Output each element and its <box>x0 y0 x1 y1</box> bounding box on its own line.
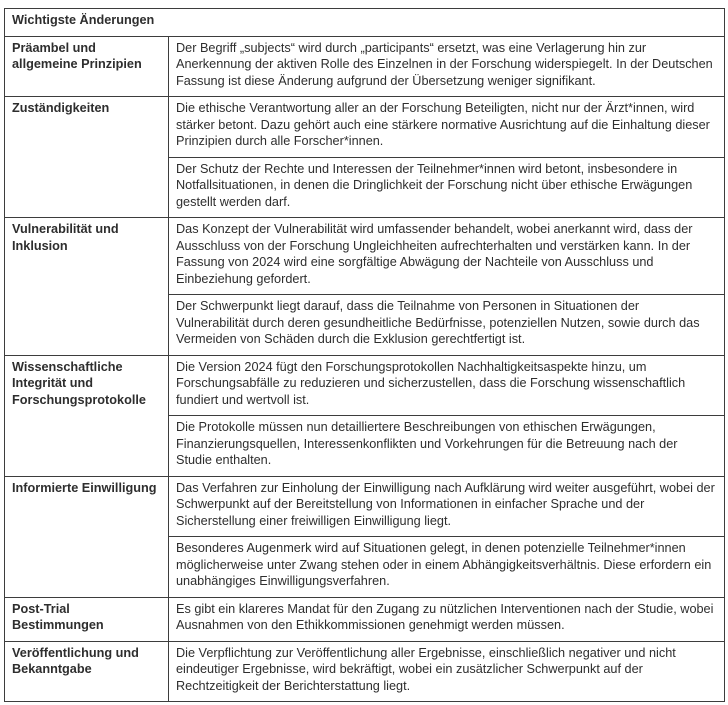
section-paragraph: Der Schwerpunkt liegt darauf, dass die Teilnahme von Personen in Situationen der Vulnerabilität durch deren gesundheitliche Bedürfnisse, potenziellen Nutzen, sowie durch das Vermeiden von Schäden durch die Exklusion gerechtfertigt ist. <box>169 295 725 356</box>
section-label-veroeffentlichung: Veröffentlichung und Bekanntgabe <box>5 641 169 702</box>
section-label-praeambel: Präambel und allgemeine Prinzipien <box>5 36 169 97</box>
section-paragraph: Der Begriff „subjects“ wird durch „participants“ ersetzt, was eine Verlagerung hin zur Anerkennung der aktiven Rolle des Einzelnen in der Forschung widerspiegelt. In der Deutschen Fassung ist diese Änderung aufgrund der Übersetzung weniger signifikant. <box>169 36 725 97</box>
section-label-vulnerabilitaet: Vulnerabilität und Inklusion <box>5 218 169 356</box>
section-label-post-trial: Post-Trial Bestimmungen <box>5 597 169 641</box>
section-paragraph: Die ethische Verantwortung aller an der Forschung Beteiligten, nicht nur der Ärzt*innen, wird stärker betont. Dazu gehört auch eine stärkere normative Ausrichtung auf die Einhaltung dieser Prinzipien durch alle Forscher*innen. <box>169 97 725 158</box>
table-row <box>5 97 725 158</box>
table-header-row <box>5 9 725 37</box>
table-row <box>5 641 725 702</box>
section-paragraph: Der Schutz der Rechte und Interessen der Teilnehmer*innen wird betont, insbesondere in Notfallsituationen, in denen die Dringlichkeit der Forschung nicht über ethische Erwägungen gestellt werden darf. <box>169 157 725 218</box>
section-paragraph: Das Verfahren zur Einholung der Einwilligung nach Aufklärung wird weiter ausgeführt, wobei der Schwerpunkt auf der Bereitstellung von Informationen in einfacher Sprache und der Sicherstellung einer freiwilligen Einwilligung liegt. <box>169 476 725 537</box>
table-title: Wichtigste Änderungen <box>5 9 725 37</box>
section-paragraph: Das Konzept der Vulnerabilität wird umfassender behandelt, wobei anerkannt wird, dass der Ausschluss von der Forschung Ungleichheiten aufrechterhalten und verstärken kann. In der Fassung von 2024 wird eine sorgfältige Abwägung der Nachteile von Ausschluss und Einbeziehung gefordert. <box>169 218 725 295</box>
section-paragraph: Es gibt ein klareres Mandat für den Zugang zu nützlichen Interventionen nach der Studie, wobei Ausnahmen von den Ethikkommissionen genehmigt werden müssen. <box>169 597 725 641</box>
section-paragraph: Die Verpflichtung zur Veröffentlichung aller Ergebnisse, einschließlich negativer und nicht eindeutiger Ergebnisse, wird bekräftigt, wobei ein zusätzlicher Schwerpunkt auf der Rechtzeitigkeit der Berichterstattung liegt. <box>169 641 725 702</box>
section-label-zustaendigkeiten: Zuständigkeiten <box>5 97 169 218</box>
section-paragraph: Die Protokolle müssen nun detailliertere Beschreibungen von ethischen Erwägungen, Finanzierungsquellen, Interessenkonflikten und Vorkehrungen für die Betreuung nach der Studie enthalten. <box>169 416 725 477</box>
section-label-integritaet: Wissenschaftliche Integrität und Forschungsprotokolle <box>5 355 169 476</box>
table-row <box>5 355 725 416</box>
table-row <box>5 36 725 97</box>
table-row <box>5 218 725 295</box>
table-row <box>5 597 725 641</box>
changes-table <box>4 8 725 702</box>
table-row <box>5 476 725 537</box>
section-label-einwilligung: Informierte Einwilligung <box>5 476 169 597</box>
section-paragraph: Besonderes Augenmerk wird auf Situationen gelegt, in denen potenzielle Teilnehmer*innen möglicherweise unter Zwang stehen oder in einem Abhängigkeitsverhältnis. Diese erfordern ein unabhängiges Einwilligungsverfahren. <box>169 537 725 598</box>
section-paragraph: Die Version 2024 fügt den Forschungsprotokollen Nachhaltigkeitsaspekte hinzu, um Forschungsabfälle zu reduzieren und sicherzustellen, dass die Forschung wissenschaftlich fundiert und wertvoll ist. <box>169 355 725 416</box>
